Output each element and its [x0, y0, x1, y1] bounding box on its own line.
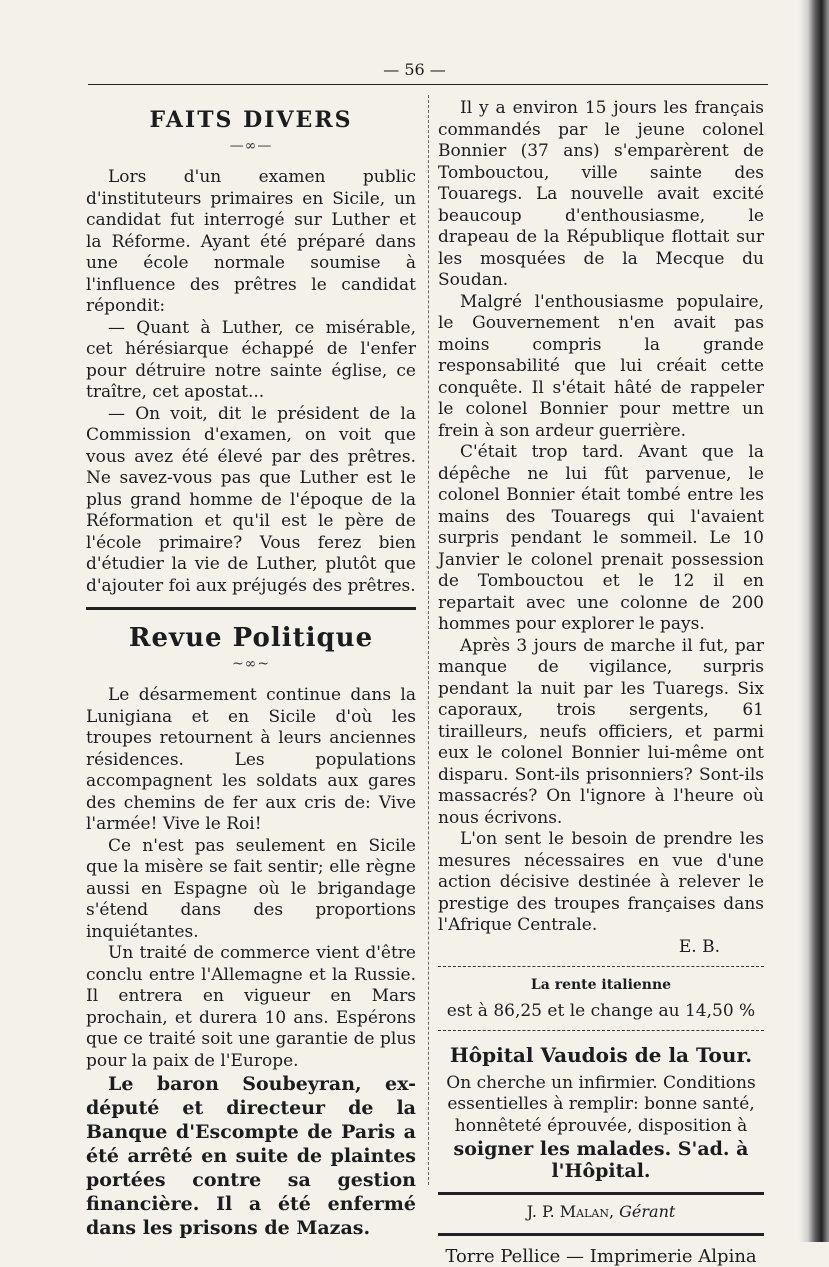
column-divider [428, 95, 429, 1185]
rente-title: La rente italienne [438, 975, 764, 997]
faits-divers-title: FAITS DIVERS [86, 110, 416, 132]
page-number: — 56 — [0, 60, 829, 79]
article-paragraph: — On voit, dit le président de la Commission d'examen, on voit que vous avez été élevé par des prêtres. Ne savez-vous pas que Luther est le plus grand homme de l'époque de la Réformation et qu'il est le père de l'école primaire? Vous ferez bien d'étudier la vie de Luther, plutôt que d'ajouter foi aux préjugés des prêtres. [86, 404, 416, 598]
article-paragraph: Lors d'un examen public d'instituteurs primaires en Sicile, un candidat fut interrogé sur Luther et la Réforme. Ayant été préparé dans une école normale soumise à l'influence des prêtres le candidat répondit: [86, 167, 416, 318]
article-paragraph: — Quant à Luther, ce misérable, cet hérésiarque échappé de l'enfer pour détruire notre sainte église, ce traître, cet apostat... [86, 318, 416, 404]
article-paragraph: C'était trop tard. Avant que la dépêche ne lui fût parvenue, le colonel Bonnier était tombé entre les mains des Touaregs qui l'avaient surpris pendant le sommeil. Le 10 Janvier le colonel prenait possession de Tombouctou et le 12 il en repartait avec une colonne de 200 hommes pour explorer le pays. [438, 442, 764, 636]
section-divider [438, 1192, 764, 1195]
printer-imprint: Torre Pellice — Imprimerie Alpina [438, 1246, 764, 1267]
article-paragraph: Il y a environ 15 jours les français commandés par le jeune colonel Bonnier (37 ans) s'emparèrent de Tombouctou, ville sainte des Touaregs. La nouvelle avait excité beaucoup d'enthousiasme, le drapeau de la République flottait sur les mosquées de la Mecque du Soudan. [438, 98, 764, 292]
manager-role: Gérant [619, 1202, 675, 1221]
title-ornament: ~∞~ [86, 654, 416, 676]
manager-line [438, 1201, 764, 1223]
title-ornament: —∞— [86, 136, 416, 158]
rente-text: est à 86,25 et le change au 14,50 % [438, 1001, 764, 1023]
article-paragraph: Un traité de commerce vient d'être conclu entre l'Allemagne et la Russie. Il entrera en vigueur en Mars prochain, et durera 10 ans. Espérons que ce traité soit une garantie de plus pour la paix de l'Europe. [86, 943, 416, 1072]
section-divider [438, 966, 764, 967]
section-divider [438, 1030, 764, 1031]
article-paragraph: Ce n'est pas seulement en Sicile que la misère se fait sentir; elle règne aussi en Espagne où le brigandage s'étend dans des proportions inquiétantes. [86, 836, 416, 944]
manager-name: J. P. Malan, [527, 1202, 614, 1221]
section-divider [438, 1233, 764, 1236]
left-column [86, 98, 416, 1240]
article-paragraph: Malgré l'enthousiasme populaire, le Gouvernement n'en avait pas moins compris la grande responsabilité que lui créait cette conquête. Il s'était hâté de rappeler le colonel Bonnier pour mettre un frein à son ardeur guerrière. [438, 292, 764, 443]
section-divider [86, 607, 416, 610]
revue-politique-title: Revue Politique [86, 628, 416, 650]
hospital-ad-text: On cherche un infirmier. Conditions essentielles à remplir: bonne santé, honnêteté éprouvée, disposition à [438, 1073, 764, 1138]
hospital-title: Hôpital Vaudois de la Tour. [438, 1045, 764, 1067]
article-paragraph: Le désarmement continue dans la Lunigiana et en Sicile d'où les troupes retournent à leurs anciennes résidences. Les populations accompagnent les soldats aux gares des chemins de fer aux cris de: Vive l'armée! Vive le Roi! [86, 685, 416, 836]
top-rule [88, 84, 768, 85]
signature: E. B. [438, 937, 764, 959]
hospital-ad-emphasis: soigner les malades. S'ad. à l'Hôpital. [438, 1139, 764, 1182]
right-column [438, 98, 764, 1267]
page-binding-edge [799, 0, 829, 1242]
article-paragraph: Après 3 jours de marche il fut, par manque de vigilance, surpris pendant la nuit par les Tuaregs. Six caporaux, trois sergents, 61 tirailleurs, neufs officiers, et parmi eux le colonel Bonnier lui-même ont disparu. Sont-ils prisonniers? Sont-ils massacrés? On l'ignore à l'heure où nous écrivons. [438, 636, 764, 830]
article-paragraph: L'on sent le besoin de prendre les mesures nécessaires en vue d'une action décisive destinée à relever le prestige des troupes françaises dans l'Afrique Centrale. [438, 829, 764, 937]
article-paragraph: Le baron Soubeyran, ex-député et directeur de la Banque d'Escompte de Paris a été arrêté en suite de plaintes portées contre sa gestion financière. Il a été enfermé dans les prisons de Mazas. [86, 1072, 416, 1240]
